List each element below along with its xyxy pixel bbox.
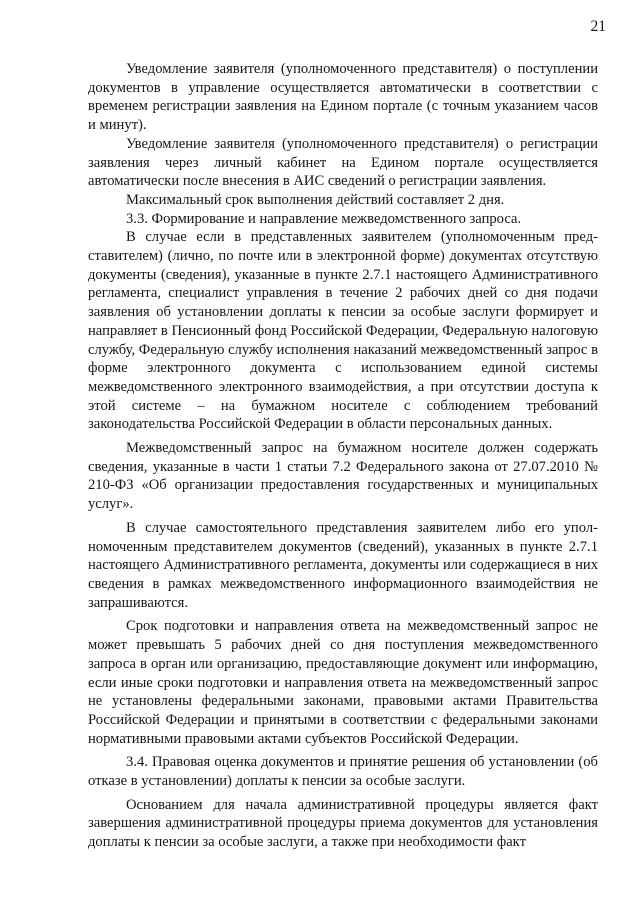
section-heading-3-4: 3.4. Правовая оценка документов и принятие решения об установлении (об отказе в установлении) доплаты к пенсии за особые заслуги. [88,754,598,790]
paragraph-applicant-receipt-notice: Уведомление заявителя (уполномоченного представителя) о поступлении документов в управление осуществляется автоматически в соответствии с временем регистрации заявления на Едином портале (с точным указанием часов и минут). [88,61,598,134]
paragraph-applicant-registration-notice: Уведомление заявителя (уполномоченного представителя) о регистрации заявления через личный кабинет на Едином портале осуществляется автоматически после внесения в АИС сведений о регистрации заявления. [88,135,598,190]
section-heading-3-3: 3.3. Формирование и направление межведомственного запроса. [126,210,522,227]
page-number: 21 [590,18,606,35]
paragraph-paper-request: Межведомственный запрос на бумажном носителе должен содержать сведения, указанные в части 1 статьи 7.2 Федерального закона от 27.07.2010 № 210-ФЗ «Об организации предоставления государственных и муниципальных услуг». [88,440,598,513]
paragraph-response-term: Срок подготовки и направления ответа на межведомственный запрос не может превышать 5 рабочих дней со дня поступления межведомственного запроса в орган или организацию, предоставляющие документ или информацию, если иные сроки подготовки и направления ответа на межведомственный запрос не установлены федеральными законами, правовыми актами Правительства Российской Федерации и принятыми в соответствии с федеральными законами нормативными правовыми актами субъектов Российской Федерации. [88,618,598,747]
paragraph-procedure-basis: Основанием для начала административной процедуры является факт завершения административной процедуры приема документов для установления доплаты к пенсии за особые заслуги, а также при необходимости факт [88,796,598,851]
paragraph-interagency-request: В случае если в представленных заявителем (уполномоченным представителем) (лично, по почте или в электронной форме) документах отсутствую документы (сведения), указанные в пункте 2.7.1 настоящего Административного регламента, специалист управления в течение 2 рабочих дней со дня подачи заявления об установлении доплаты к пенсии за особые заслуги формирует и направляет в Пенсионный фонд Российской Федерации, Федеральную налоговую службу, Федеральную службу исполнения наказаний межведомственный запрос в форме электронного документа с использованием единой системы межведомственного электронного взаимодействия, а при отсутствии доступа к этой системе – на бумажном носителе с соблюдением требований законодательства Российской Федерации в области персональных данных. [88,229,598,433]
document-body [88,60,598,852]
paragraph-independent-submission: В случае самостоятельного представления заявителем либо его уполномоченным представителем документов (сведений), указанных в пункте 2.7.1 настоящего Административного регламента, документы или содержащиеся в них сведения в рамках межведомственного информационного взаимодействия не запрашиваются. [88,519,598,611]
paragraph-max-term: Максимальный срок выполнения действий составляет 2 дня. [126,191,505,208]
